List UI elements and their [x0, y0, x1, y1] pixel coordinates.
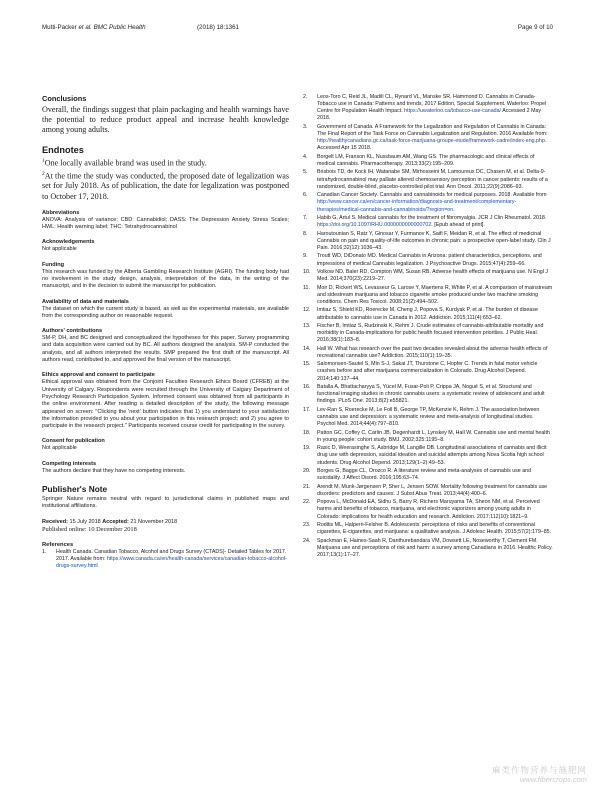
reference-item	[303, 361, 553, 382]
reference-item	[303, 499, 553, 520]
declaration-section-title: Authors' contributions	[42, 328, 103, 335]
reference-text: Hall W. What has research over the past two decades revealed about the adverse health effects of recreational cannabis use? Addiction. 2015;110(1):19–35.	[317, 345, 548, 359]
reference-text: Imtiaz S, Shield KD, Roerecke M, Cheng J, Popova S, Kurdyak P, et al. The burden of disease attributable to cannabis use in Canada in 2012. Addiction. 2015;111(4):653–62.	[317, 307, 538, 321]
reference-text: Batalla A, Bhattacharyya S, Yücel M, Fusar-Poli P, Crippa JA, Nogué S, et al. Structural and functional imaging studies in chronic cannabis users: a systematic review of adolescent and adult findings. PLoS One. 2013;8(2):e55821.	[317, 384, 545, 405]
declaration-section	[42, 461, 289, 475]
reference-item	[42, 549, 289, 570]
reference-number: 21.	[303, 483, 311, 490]
right-column	[303, 94, 553, 560]
reference-number: 12.	[303, 307, 311, 314]
reference-item	[303, 323, 553, 344]
declaration-section-title: Abbreviations	[42, 209, 80, 216]
reference-item	[303, 484, 553, 498]
reference-link[interactable]: http://healthycanadians.gc.ca/task-force-marijuana-groupe-etude/framework-cadre/index-eng.php	[317, 138, 545, 145]
reference-text: Rasic D, Weerasinghe S, Asbridge M, Langille DB. Longitudinal associations of cannabis and illicit drug use with depression, suicidal ideation and suicidal attempts among Nova Scotia high school students. Drug Alcohol Depend. 2013;129(1–2):49–53.	[317, 445, 547, 466]
declarations	[42, 210, 289, 475]
reference-text: Troutt WD, DiDonato MD. Medical Cannabis in Arizona: patient characteristics, perceptions, and impressions of medical Cannabis legalization. J Psychoactive Drugs. 2015;47(4):259–66.	[317, 253, 542, 267]
declaration-section-title: Ethics approval and consent to participate	[42, 372, 155, 379]
reference-text: Fischer B, Imtiaz S, Rudzinski K, Rehm J. Crude estimates of cannabis-attributable mortality and morbidity in Canada-implications for public health focused intervention priorities. J Public Heal. 2016;38(1):183–8.	[317, 322, 544, 344]
reference-number: 10.	[303, 268, 311, 275]
reference-item	[303, 192, 553, 213]
reference-number: 23.	[303, 521, 311, 528]
page-number: Page 9 of 10	[517, 24, 553, 31]
declaration-section-text: Ethical approval was obtained from the Conjoint Faculties Research Ethics Board (CFREB) at the University of Calgary. Respondents were recruited through the University of Calgary Department of Psychology Research Participation System. Informed consent was obtained from all participants in the online environment. After reading a detailed description of the study, the following message appeared on screen: "Clicking the 'next' button indicates that 1) you understand to your satisfaction the information provided to you about your participation in this research project; and 2) you agree to participate in the research project." Participants received course credit for participating in the survey.	[42, 379, 289, 430]
declaration-section	[42, 328, 289, 364]
declaration-section-text: This research was funded by the Alberta Gambling Research Institute (AGRI). The funding body had no involvement in the study design, analysis, interpretation of the data, in the writing of the manuscript, and in the decision to submit the manuscript for publication.	[42, 268, 289, 290]
watermark	[492, 765, 587, 785]
reference-number: 13.	[303, 322, 311, 329]
publishers-note-text: Springer Nature remains neutral with regard to jurisdictional claims in published maps and institutional affiliations.	[42, 496, 289, 510]
reference-number: 7.	[303, 214, 308, 221]
reference-number: 4.	[303, 153, 308, 160]
reference-number: 1.	[42, 548, 47, 555]
endnote-2: $^2$At the time the study was conducted, the proposed date of legalization was set for July 2018. As of publication, the date for legalization was postponed to October 17, 2018.	[42, 170, 289, 201]
declaration-section-title: Competing interests	[42, 460, 97, 467]
reference-text: Patton GC, Coffey C, Carlin JB, Degenhardt L, Lynskey M, Hall W. Cannabis use and mental health in young people: cohort study. BMJ. 2002;325:1195–8.	[317, 429, 550, 443]
reference-number: 20.	[303, 468, 311, 474]
reference-item	[303, 468, 553, 482]
reference-text: Canadian Cancer Society. Cannabis and cannabinoids for medical purposes. 2018. Available from http://www.cancer.ca/en/cancer-information/diagnosis-and-treatment/complementary-therapies/medical-cannabis-and-cannabinoids/?region=on.	[317, 192, 547, 213]
reference-link[interactable]: https://www.canada.ca/en/health-canada/services/canadian-tobacco-alcohol-drugs-survey.html	[56, 556, 287, 570]
conclusions-text: Overall, the findings suggest that plain packaging and health warnings have the potential to reduce product appeal and increase health knowledge among young adults.	[42, 105, 289, 135]
declaration-section-title: Funding	[42, 261, 65, 268]
reference-number: 3.	[303, 123, 308, 130]
reference-text: Roditis ML, Halpern-Felsher B. Adolescents' perceptions of risks and benefits of conventional cigarettes, E-cigarettes, and marijuana: a qualitative analysis. J Adolesc Health. 2015;57(2):179–85.	[317, 521, 552, 536]
reference-number: 15.	[303, 361, 311, 368]
declaration-section	[42, 438, 289, 452]
reference-item	[303, 154, 553, 168]
reference-text: Brisbois TD, de Kock IH, Watanabe SM, Mirhosseini M, Lamoureux DC, Chasen M, et al. Delta-9-tetrahydrocannabinol may palliate altered chemosensory perception in cancer patients: results of a randomized, double-blind, placebo-controlled pilot trial. Ann Oncol. 2011;22(9):2086–93.	[317, 169, 548, 190]
left-column	[42, 94, 289, 572]
reference-text: Salomonsen-Sautel S, Min S-J, Sakai JT, Thurstone C, Hopfer C. Trends in fatal motor vehicle crashes before and after marijuana commercialization in Colorado. Drug Alcohol Depend. 2014;140:137–44.	[317, 361, 538, 382]
reference-link[interactable]: https://doi.org/10.1097/RHU.0000000000000702	[317, 222, 432, 229]
declaration-section-title: Consent for publication	[42, 438, 105, 445]
declaration-section-text: Not applicable	[42, 246, 77, 253]
reference-text: Lev-Ran S, Roerecke M, Le Foll B, George TP, McKenzie K, Rehm J. The association between cannabis use and depression: a systematic review and meta-analysis of longitudinal studies. Psychol Med. 2014;44(4):797–810.	[317, 406, 540, 428]
reference-number: 5.	[303, 169, 308, 176]
declaration-section	[42, 372, 289, 430]
received-accepted-dates: Received: 15 July 2018 Accepted: 21 November 2018	[42, 518, 178, 525]
declaration-section-text: The dataset on which the current study is based, as well as the experimental materials, are available from the corresponding author on reasonable request.	[42, 305, 289, 319]
reference-item	[303, 430, 553, 444]
reference-link[interactable]: https://uwaterloo.ca/tobacco-use-canada/	[404, 108, 502, 115]
declaration-section	[42, 239, 289, 253]
reference-item	[303, 307, 553, 321]
reference-item	[303, 231, 553, 252]
references-list-left	[42, 549, 289, 570]
reference-number: 11.	[303, 284, 310, 291]
reference-text: Volkow ND, Baler RD, Compton WM, Susan RB. Adverse health effects of marijuana use. N Engl J Med. 2014;370(23):2219–27.	[317, 268, 549, 283]
reference-number: 6.	[303, 192, 308, 199]
reference-number: 8.	[303, 230, 308, 237]
declaration-section-text: The authors declare that they have no competing interests.	[42, 467, 186, 474]
reference-link[interactable]: http://www.cancer.ca/en/cancer-information/diagnosis-and-treatment/complementary-therapies/medical-cannabis-and-cannabinoids/?region=on	[317, 199, 517, 213]
endnotes-heading: Endnotes	[42, 144, 84, 155]
reference-item	[303, 538, 553, 559]
declaration-section-text: Not applicable	[42, 445, 77, 452]
declaration-section	[42, 299, 289, 321]
reference-item	[303, 269, 553, 283]
reference-text: Haroutounian S, Ratz Y, Ginosar Y, Furmanov K, Saifi F, Meidan R, et al. The effect of medicinal Cannabis on pain and quality-of-life outcomes in chronic pain: a prospective open-label study. Clin J Pain. 2016;32(12):1036–43.	[317, 230, 551, 251]
reference-text: Government of Canada. A Framework for the Legalization and Regulation of Cannabis in Canada: The Final Report of the Task Force on Cannabis Legalization and Regulation. 2016 Available from: http://healthycanadians.gc.ca/task-force-marijuana-groupe-etude/framework-cadre/index-eng.php. Accessed Apr 15 2018.	[317, 123, 548, 152]
reference-number: 19.	[303, 445, 311, 452]
reference-number: 24.	[303, 537, 311, 544]
article-citation: (2018) 18:1361	[197, 24, 239, 31]
reference-text: Popova L, McDonald EA, Sidhu S, Barry R, Richers Maruyama TA, Sheon NM, et al. Perceived harms and benefits of tobacco, marijuana, and electronic vaporizers among young adults in Colorado: implications for health education and research. Addiction. 2017;112(10):1821–9.	[317, 499, 540, 520]
reference-text: Leos-Toro C, Reid JL, Madill CL, Rynard VL, Manske SR, Hammond D. Cannabis in Canada-Tobacco use in Canada: Patterns and trends, 2017 Edition, Special Supplement. Waterloo: Propel Centre for Population Health Impact. https://uwaterloo.ca/tobacco-use-canada/ Accessed 2 May 2018.	[317, 94, 547, 122]
reference-number: 2.	[303, 94, 308, 100]
declaration-section	[42, 210, 289, 232]
endnote-1: $^1$One locally available brand was used in the study.	[42, 157, 207, 168]
reference-number: 16.	[303, 384, 311, 391]
reference-number: 17.	[303, 406, 311, 413]
reference-item	[303, 522, 553, 536]
reference-item	[303, 407, 553, 428]
page-header	[42, 24, 553, 36]
reference-text: Borges G, Bagge CL, Orozco R. A literature review and meta-analyses of cannabis use and suicidality. J Affect Disord. 2016;195:63–74.	[317, 468, 532, 482]
published-online-date: Published online: 10 December 2018	[42, 525, 137, 533]
reference-item	[303, 215, 553, 229]
declaration-section-text: SM-P, DH, and BC designed and conceptualized the hypotheses for this paper. Survey programming and data acquisition were carried out by BC. All authors designed the analysis. SM-P conducted the analysis, and all authors interpreted the results. SMP prepared the first draft of the manuscript. All authors read, contributed to, and approved the final version of the manuscript.	[42, 335, 289, 364]
reference-item	[303, 124, 553, 153]
reference-item	[303, 445, 553, 466]
publishers-note-heading: Publisher's Note	[42, 484, 108, 495]
reference-number: 14.	[303, 345, 311, 352]
declaration-section	[42, 262, 289, 291]
watermark-url: www.fibercrops.com	[519, 775, 587, 784]
reference-item	[303, 253, 553, 267]
reference-text: Health Canada. Canadian Tobacco, Alcohol and Drugs Survey (CTADS)- Detailed Tables for 2017. 2017. Available from: https://www.canada.ca/en/health-canada/services/canadian-tobacco-alcohol-drugs-survey.html	[56, 548, 287, 570]
declaration-section-text: ANOVA: Analysis of variance; CBD: Cannabidiol; DASS: The Depression Anxiety Stress Scales; HWL: Health warning label; THC: Tetrahydrocannabinol	[42, 216, 289, 231]
reference-number: 9.	[303, 253, 308, 260]
reference-number: 22.	[303, 499, 311, 506]
reference-text: Habib G, Artul S. Medical cannabis for the treatment of fibromyalgia. JCR J Clin Rheumatol. 2018. https://doi.org/10.1097/RHU.0000000000000702. [Epub ahead of print].	[317, 214, 547, 229]
reference-item	[303, 346, 553, 360]
reference-number: 18.	[303, 429, 311, 436]
reference-item	[303, 285, 553, 306]
reference-text: Borgelt LM, Franson KL, Nussbaum AM, Wang GS. The pharmacologic and clinical effects of medical cannabis. Pharmacotherapy. 2013;33(2):195–209.	[317, 153, 535, 167]
reference-text: Moir D, Rickert WS, Levasseur G, Larose Y, Maertens R, White P, et al. A comparison of mainstream and sidestream marijuana and tobacco cigarette smoke produced under two machine smoking conditions. Chem Res Toxicol. 2008;21(2):494–502.	[317, 284, 553, 305]
reference-text: Spackman E, Haines-Saah R, Danthurebandara VM, Dowsett LE, Noseworthy T, Clement FM. Marijuana use and perceptions of risk and harm: a survey among Canadians in 2016. Healthc Policy. 2017;13(1):17–27.	[317, 537, 553, 558]
journal-citation: Mutti-Packer et al. BMC Public Health	[42, 24, 146, 31]
declaration-section-title: Acknowledgements	[42, 239, 95, 246]
watermark-chinese-text: 麻类作物营养与施肥网	[491, 765, 587, 775]
reference-item	[303, 169, 553, 190]
declaration-section-title: Availability of data and materials	[42, 298, 129, 305]
reference-text: Arendt M, Munk-Jørgensen P, Sher L, Jensen SOW. Mortality following treatment for cannabis use disorders: predictors and causes. J Subst Abus Treat. 2013;44(4):400–6.	[317, 483, 548, 497]
reference-item	[303, 384, 553, 405]
references-list-right	[303, 94, 553, 559]
reference-item	[303, 94, 553, 123]
references-heading: References	[42, 541, 74, 548]
conclusions-heading: Conclusions	[42, 94, 87, 103]
